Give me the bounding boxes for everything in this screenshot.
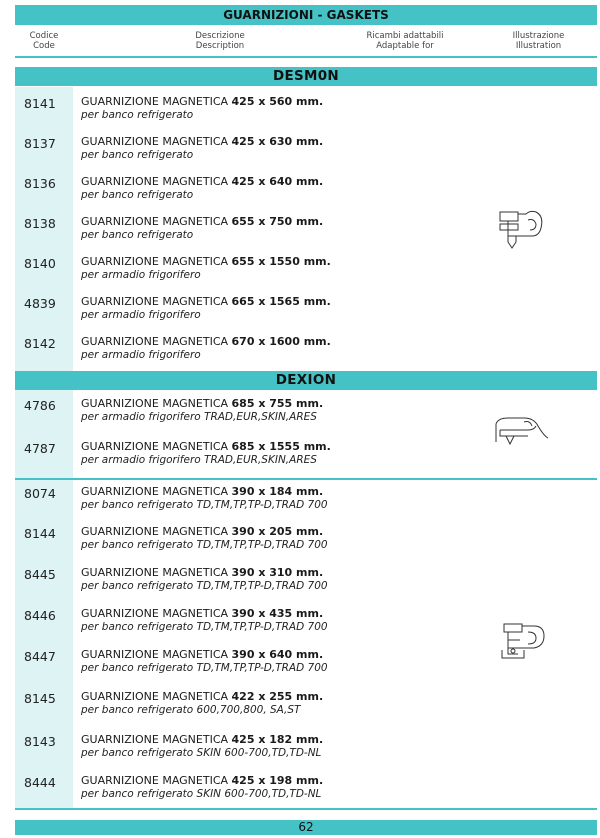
item-size: 425 x 182 mm. — [231, 733, 324, 746]
item-description — [81, 733, 323, 746]
item-usage: per armadio frigorifero — [81, 349, 201, 361]
item-code: 8145 — [24, 691, 56, 706]
item-usage: per banco refrigerato — [81, 229, 194, 241]
list-item — [15, 485, 475, 519]
list-item — [15, 774, 475, 808]
item-description — [81, 774, 323, 787]
list-item — [15, 335, 475, 369]
item-description — [81, 215, 323, 228]
item-usage: per banco refrigerato TD,TM,TP,TP-D,TRAD 700 — [81, 539, 328, 551]
item-usage: per banco refrigerato TD,TM,TP,TP-D,TRAD 700 — [81, 580, 328, 592]
item-code: 4839 — [24, 296, 56, 311]
item-type: GUARNIZIONE MAGNETICA — [81, 215, 232, 228]
item-usage: per banco refrigerato SKIN 600-700,TD,TD-NL — [81, 747, 322, 759]
list-item — [15, 95, 475, 129]
item-size: 390 x 184 mm. — [231, 485, 324, 498]
item-code: 8446 — [24, 608, 56, 623]
item-code: 8142 — [24, 336, 56, 351]
item-description — [81, 175, 323, 188]
item-code: 8138 — [24, 216, 56, 231]
item-usage: per banco refrigerato 600,700,800, SA,ST — [81, 704, 301, 716]
item-code: 8444 — [24, 775, 56, 790]
item-size: 685 x 1555 mm. — [231, 440, 331, 453]
item-type: GUARNIZIONE MAGNETICA — [81, 648, 232, 661]
item-usage: per banco refrigerato TD,TM,TP,TP-D,TRAD 700 — [81, 621, 328, 633]
item-usage: per banco refrigerato — [81, 109, 194, 121]
column-header-description — [110, 31, 330, 51]
item-size: 390 x 640 mm. — [231, 648, 324, 661]
brand-name: DESM0N — [272, 68, 340, 84]
item-code: 8137 — [24, 136, 56, 151]
item-size: 655 x 1550 mm. — [231, 255, 331, 268]
item-code: 8141 — [24, 96, 56, 111]
list-item — [15, 566, 475, 600]
item-code: 8445 — [24, 567, 56, 582]
item-usage: per armadio frigorifero TRAD,EUR,SKIN,ARES — [81, 411, 317, 423]
item-size: 390 x 310 mm. — [231, 566, 324, 579]
item-code: 8447 — [24, 649, 56, 664]
item-code: 4787 — [24, 441, 56, 456]
item-type: GUARNIZIONE MAGNETICA — [81, 335, 232, 348]
item-size: 390 x 205 mm. — [231, 525, 324, 538]
item-description — [81, 648, 323, 661]
item-size: 655 x 750 mm. — [231, 215, 324, 228]
item-code: 8074 — [24, 486, 56, 501]
item-description — [81, 335, 331, 348]
item-size: 425 x 630 mm. — [231, 135, 324, 148]
item-usage: per armadio frigorifero — [81, 309, 201, 321]
list-item — [15, 295, 475, 329]
divider — [15, 478, 597, 480]
gasket-profile-illustration — [494, 414, 550, 450]
divider — [15, 56, 597, 58]
item-size: 425 x 198 mm. — [231, 774, 324, 787]
item-usage: per banco refrigerato SKIN 600-700,TD,TD-NL — [81, 788, 322, 800]
item-code: 8144 — [24, 526, 56, 541]
column-label-it: Illustrazione — [512, 31, 565, 41]
page-header-bar — [15, 5, 597, 25]
item-usage: per banco refrigerato — [81, 189, 194, 201]
item-type: GUARNIZIONE MAGNETICA — [81, 440, 232, 453]
item-description — [81, 440, 331, 453]
list-item — [15, 440, 475, 474]
page-footer-bar — [15, 820, 597, 835]
list-item — [15, 135, 475, 169]
item-code: 8136 — [24, 176, 56, 191]
item-description — [81, 485, 323, 498]
list-item — [15, 648, 475, 682]
item-type: GUARNIZIONE MAGNETICA — [81, 295, 232, 308]
item-description — [81, 295, 331, 308]
page-title: GUARNIZIONI - GASKETS — [223, 8, 389, 22]
list-item — [15, 690, 475, 724]
item-type: GUARNIZIONE MAGNETICA — [81, 566, 232, 579]
item-type: GUARNIZIONE MAGNETICA — [81, 690, 232, 703]
column-header-adaptable — [330, 31, 480, 51]
item-size: 665 x 1565 mm. — [231, 295, 331, 308]
item-type: GUARNIZIONE MAGNETICA — [81, 525, 232, 538]
column-label-en: Illustration — [515, 41, 562, 51]
column-label-en: Description — [195, 41, 245, 51]
item-size: 422 x 255 mm. — [231, 690, 324, 703]
list-item — [15, 215, 475, 249]
list-item — [15, 525, 475, 559]
item-type: GUARNIZIONE MAGNETICA — [81, 607, 232, 620]
item-usage: per banco refrigerato — [81, 149, 194, 161]
item-size: 670 x 1600 mm. — [231, 335, 331, 348]
brand-header-dexion — [15, 371, 597, 390]
item-description — [81, 525, 323, 538]
item-usage: per armadio frigorifero TRAD,EUR,SKIN,ARES — [81, 454, 317, 466]
item-code: 8140 — [24, 256, 56, 271]
list-item — [15, 255, 475, 289]
item-code: 8143 — [24, 734, 56, 749]
column-label-it: Ricambi adattabili — [366, 31, 444, 41]
item-type: GUARNIZIONE MAGNETICA — [81, 175, 232, 188]
list-item — [15, 607, 475, 641]
column-label-it: Codice — [29, 31, 59, 41]
item-description — [81, 690, 323, 703]
item-type: GUARNIZIONE MAGNETICA — [81, 774, 232, 787]
item-type: GUARNIZIONE MAGNETICA — [81, 95, 232, 108]
item-description — [81, 607, 323, 620]
item-type: GUARNIZIONE MAGNETICA — [81, 135, 232, 148]
column-header-code — [15, 31, 73, 51]
column-label-en: Adaptable for — [376, 41, 434, 51]
column-label-en: Code — [33, 41, 55, 51]
gasket-profile-illustration — [496, 208, 546, 250]
list-item — [15, 175, 475, 209]
item-type: GUARNIZIONE MAGNETICA — [81, 255, 232, 268]
page-number: 62 — [298, 820, 314, 834]
item-code: 4786 — [24, 398, 56, 413]
item-type: GUARNIZIONE MAGNETICA — [81, 397, 232, 410]
brand-header-desmon — [15, 67, 597, 86]
column-header-illustration — [480, 31, 597, 51]
item-description — [81, 566, 323, 579]
item-size: 390 x 435 mm. — [231, 607, 324, 620]
item-description — [81, 95, 323, 108]
item-size: 425 x 560 mm. — [231, 95, 324, 108]
item-usage: per armadio frigorifero — [81, 269, 201, 281]
item-usage: per banco refrigerato TD,TM,TP,TP-D,TRAD 700 — [81, 499, 328, 511]
item-description — [81, 397, 323, 410]
list-item — [15, 397, 475, 431]
gasket-profile-illustration — [498, 620, 548, 662]
item-description — [81, 135, 323, 148]
item-description — [81, 255, 331, 268]
item-type: GUARNIZIONE MAGNETICA — [81, 485, 232, 498]
list-item — [15, 733, 475, 767]
item-size: 425 x 640 mm. — [231, 175, 324, 188]
item-usage: per banco refrigerato TD,TM,TP,TP-D,TRAD 700 — [81, 662, 328, 674]
item-size: 685 x 755 mm. — [231, 397, 324, 410]
divider — [15, 808, 597, 810]
brand-name: DEXION — [275, 372, 337, 388]
item-type: GUARNIZIONE MAGNETICA — [81, 733, 232, 746]
column-label-it: Descrizione — [195, 31, 245, 41]
